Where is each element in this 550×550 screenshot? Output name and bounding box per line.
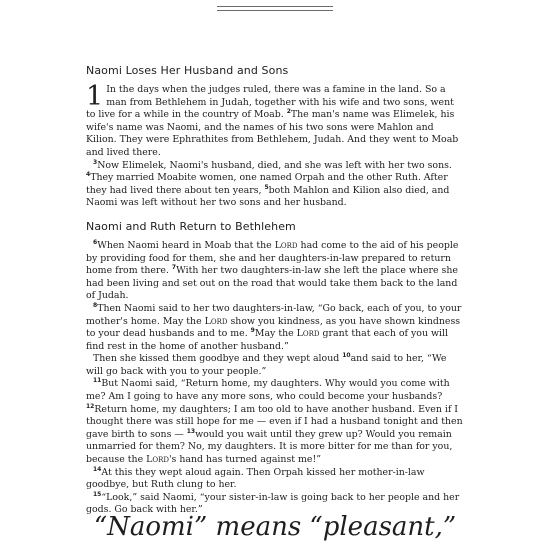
divine-name: Lord [146, 454, 169, 466]
header-rule-top [217, 6, 333, 7]
section-heading-2: Naomi and Ruth Return to Bethlehem [86, 219, 296, 233]
paragraph-1 [86, 81, 464, 160]
verse-2-text: The man's name was Elimelek, his wife's name was Naomi, and the names of his two sons were Mahlon and Kilion. They were Ephrathites from Bethlehem, Judah. And they went to Moab and lived there. [86, 109, 459, 158]
divine-name: Lord [296, 328, 320, 340]
verse-number: 9 [250, 326, 255, 334]
verse-1-text: In the days when the judges ruled, there was a famine in the land. So a man from Bethlehem in Judah, together with his wife and two sons, went to live for a while in the country of Moab. [86, 84, 454, 121]
divine-name: Lord [274, 239, 298, 251]
chapter-number: 1 [86, 81, 104, 112]
verse-number: 12 [86, 402, 95, 410]
paragraph-6: $^{11}$But Naomi said, “Return home, my daughters. Why would you come with me? Am I going to have any more sons, who could become your husbands? $^{12}$Return home, my daughters; I am too old to have another husband. Even if I thought there was still hope for me — even if I had a husband tonight and then gave birth to sons — $^{13}$would you wait until they grew up? Would you remain unmarried for them? No, my daughters. It is more bitter for me than for you, because the Lord's hand has turned against me!” [86, 377, 463, 466]
page-body [86, 64, 464, 517]
header-rule-bottom [217, 10, 333, 11]
verse-number: 7 [171, 264, 177, 271]
verse-number: 14 [93, 465, 102, 473]
verse-number: 4 [86, 171, 91, 179]
verse-number: 6 [93, 238, 98, 246]
paragraph-8: $^{15}$“Look,” said Naomi, “your sister-in-law is going back to her people and her gods. Go back with her.” [86, 490, 460, 516]
verse-number: 8 [93, 301, 98, 309]
verse-number: 13 [186, 427, 196, 435]
verse-number: 5 [264, 183, 269, 191]
divine-name: Lord [204, 315, 228, 327]
verse-5-text: both Mahlon and Kilion also died, and Naomi was left without her two sons and her husband. [86, 184, 450, 209]
verse-number: 10 [342, 352, 351, 360]
paragraph-5: Then she kissed them goodbye and they wept aloud $^{10}$and said to her, “We will go back with you to your people.” [86, 352, 447, 377]
paragraph-3: $^6$When Naomi heard in Moab that the Lord had come to the aid of his people by providing food for them, she and her daughters-in-law prepared to return home from there. $^7$With her two daughters-in-law she left the place where she had been living and set out on the road that would take them back to the land of Judah. [86, 238, 459, 302]
verse-number: 15 [93, 490, 102, 498]
paragraph-2 [86, 160, 464, 210]
verse-4-text: They married Moabite women, one named Orpah and the other Ruth. After they had lived there about ten years, [86, 172, 448, 196]
paragraph-7: $^{14}$At this they wept aloud again. Then Orpah kissed her mother-in-law goodbye, but Ruth clung to her. [86, 465, 425, 491]
pull-quote: “Naomi” means “pleasant,” [93, 512, 457, 542]
section-heading-1: Naomi Loses Her Husband and Sons [86, 64, 289, 77]
verse-3-text: Now Elimelek, Naomi's husband, died, and she was left with her two sons. [97, 159, 452, 171]
paragraph-4: $^8$Then Naomi said to her two daughters-in-law, “Go back, each of you, to your mother's home. May the Lord show you kindness, as you have shown kindness to your dead husbands and to me. $^9$May the Lord grant that each of you will find rest in the home of another husband.” [86, 301, 462, 352]
verse-number: 3 [93, 158, 98, 166]
verse-number: 2 [286, 108, 291, 116]
verse-number: 11 [93, 377, 102, 385]
